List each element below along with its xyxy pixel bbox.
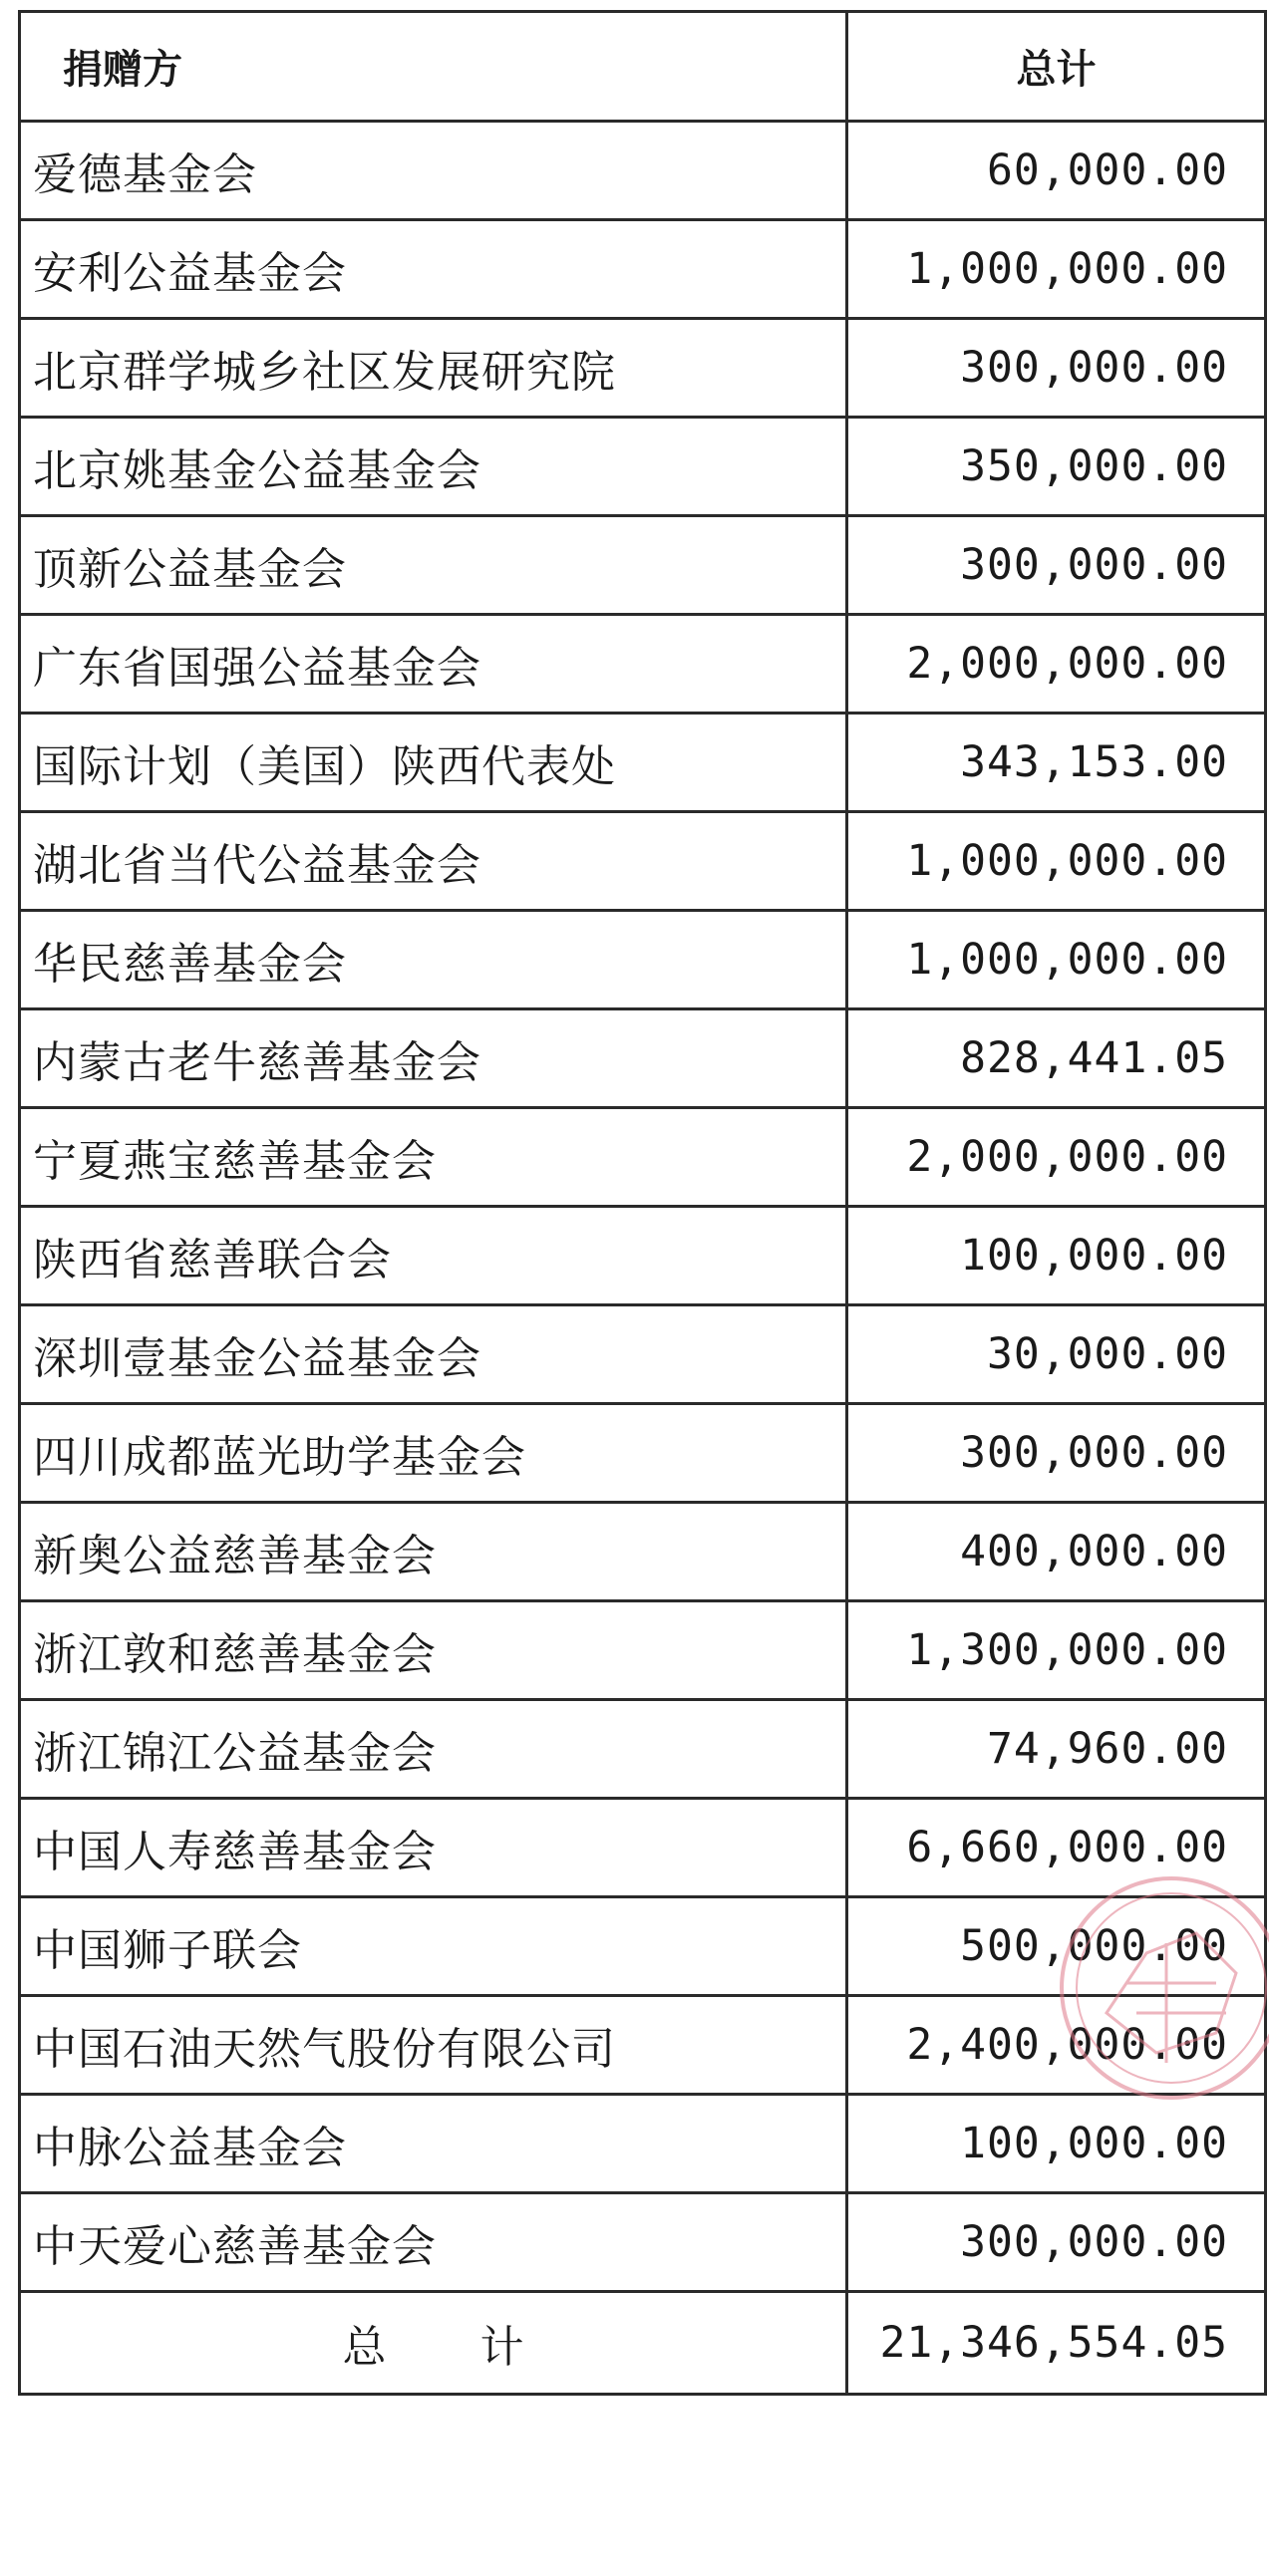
table-row [20, 1108, 1266, 1207]
donation-amount: 300,000.00 [847, 319, 1266, 418]
donor-name: 陕西省慈善联合会 [20, 1207, 847, 1305]
header-donor: 捐赠方 [20, 12, 847, 122]
donor-name: 中国石油天然气股份有限公司 [20, 1996, 847, 2095]
table-row [20, 1404, 1266, 1503]
donor-name: 中国狮子联会 [20, 1897, 847, 1996]
table-row [20, 1503, 1266, 1601]
donation-amount: 6,660,000.00 [847, 1799, 1266, 1897]
table-row [20, 2095, 1266, 2193]
donation-amount: 1,000,000.00 [847, 812, 1266, 911]
table-row [20, 2193, 1266, 2292]
donor-name: 国际计划（美国）陕西代表处 [20, 714, 847, 812]
donor-name: 深圳壹基金公益基金会 [20, 1305, 847, 1404]
table-row [20, 319, 1266, 418]
donor-name: 浙江敦和慈善基金会 [20, 1601, 847, 1700]
total-row [20, 2292, 1266, 2395]
donation-amount: 2,000,000.00 [847, 615, 1266, 714]
donation-amount: 30,000.00 [847, 1305, 1266, 1404]
table-row [20, 1996, 1266, 2095]
donation-amount: 2,400,000.00 [847, 1996, 1266, 2095]
donor-name: 内蒙古老牛慈善基金会 [20, 1009, 847, 1108]
table-row [20, 516, 1266, 615]
table-row [20, 1700, 1266, 1799]
donation-amount: 100,000.00 [847, 1207, 1266, 1305]
table-row [20, 812, 1266, 911]
table-row [20, 1305, 1266, 1404]
donation-amount: 2,000,000.00 [847, 1108, 1266, 1207]
donation-amount: 1,300,000.00 [847, 1601, 1266, 1700]
total-amount: 21,346,554.05 [847, 2292, 1266, 2395]
donor-name: 新奥公益慈善基金会 [20, 1503, 847, 1601]
header-total: 总计 [847, 12, 1266, 122]
donor-name: 四川成都蓝光助学基金会 [20, 1404, 847, 1503]
donation-amount: 350,000.00 [847, 418, 1266, 516]
donor-name: 广东省国强公益基金会 [20, 615, 847, 714]
donor-name: 北京群学城乡社区发展研究院 [20, 319, 847, 418]
donor-name: 安利公益基金会 [20, 220, 847, 319]
table-row [20, 1799, 1266, 1897]
donor-name: 宁夏燕宝慈善基金会 [20, 1108, 847, 1207]
donor-name: 中脉公益基金会 [20, 2095, 847, 2193]
table-row [20, 1601, 1266, 1700]
table-row [20, 220, 1266, 319]
table-body [20, 122, 1266, 2292]
table-row [20, 1897, 1266, 1996]
donation-amount: 500,000.00 [847, 1897, 1266, 1996]
donor-name: 湖北省当代公益基金会 [20, 812, 847, 911]
table-header-row [20, 12, 1266, 122]
donor-name: 华民慈善基金会 [20, 911, 847, 1009]
donor-name: 爱德基金会 [20, 122, 847, 220]
table-row [20, 714, 1266, 812]
donation-amount: 100,000.00 [847, 2095, 1266, 2193]
table-row [20, 418, 1266, 516]
donation-amount: 300,000.00 [847, 2193, 1266, 2292]
donation-amount: 300,000.00 [847, 1404, 1266, 1503]
donation-amount: 343,153.00 [847, 714, 1266, 812]
donation-amount: 1,000,000.00 [847, 911, 1266, 1009]
table-row [20, 1009, 1266, 1108]
donor-name: 中天爱心慈善基金会 [20, 2193, 847, 2292]
donation-amount: 300,000.00 [847, 516, 1266, 615]
total-label: 总 计 [20, 2292, 847, 2395]
donation-table [18, 10, 1267, 2396]
donation-amount: 828,441.05 [847, 1009, 1266, 1108]
donation-amount: 74,960.00 [847, 1700, 1266, 1799]
donation-amount: 60,000.00 [847, 122, 1266, 220]
donation-amount: 1,000,000.00 [847, 220, 1266, 319]
table-row [20, 911, 1266, 1009]
donor-name: 北京姚基金公益基金会 [20, 418, 847, 516]
donor-name: 中国人寿慈善基金会 [20, 1799, 847, 1897]
table-row [20, 1207, 1266, 1305]
donor-name: 浙江锦江公益基金会 [20, 1700, 847, 1799]
donation-amount: 400,000.00 [847, 1503, 1266, 1601]
table-row [20, 122, 1266, 220]
donor-name: 顶新公益基金会 [20, 516, 847, 615]
table-row [20, 615, 1266, 714]
